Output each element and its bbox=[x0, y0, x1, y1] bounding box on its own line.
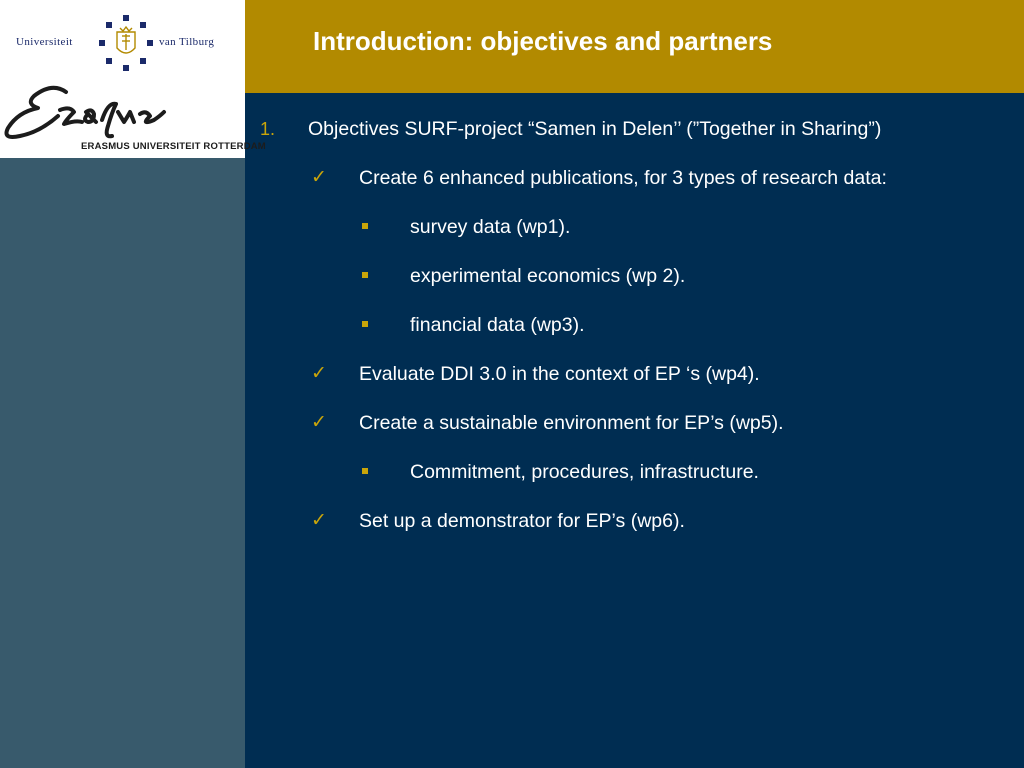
list-item-financial-data: financial data (wp3). bbox=[410, 314, 585, 336]
list-item-commitment: Commitment, procedures, infrastructure. bbox=[410, 461, 759, 483]
list-item-create-publications: Create 6 enhanced publications, for 3 types of research data: bbox=[359, 167, 887, 189]
list-item-demonstrator: Set up a demonstrator for EP’s (wp6). bbox=[359, 510, 685, 532]
checkmark-icon: ✓ bbox=[311, 167, 327, 188]
slide-content bbox=[245, 93, 1024, 768]
erasmus-signature-icon bbox=[0, 82, 245, 144]
list-item-survey-data: survey data (wp1). bbox=[410, 216, 571, 238]
checkmark-icon: ✓ bbox=[311, 363, 327, 384]
list-item-experimental-economics: experimental economics (wp 2). bbox=[410, 265, 686, 287]
square-bullet-icon bbox=[362, 223, 368, 229]
tilburg-crest-icon bbox=[98, 14, 154, 72]
numbered-bullet: 1. bbox=[260, 119, 276, 139]
tilburg-logo-word-right: van Tilburg bbox=[159, 36, 215, 48]
list-item-objectives: Objectives SURF-project “Samen in Delen’’ (”Together in Sharing”) bbox=[308, 118, 882, 140]
square-bullet-icon bbox=[362, 468, 368, 474]
slide-title: Introduction: objectives and partners bbox=[313, 26, 773, 56]
erasmus-logo-text: ERASMUS UNIVERSITEIT ROTTERDAM bbox=[81, 141, 266, 152]
list-item-evaluate-ddi: Evaluate DDI 3.0 in the context of EP ‘s (wp4). bbox=[359, 363, 760, 385]
tilburg-university-logo bbox=[14, 14, 240, 72]
square-bullet-icon bbox=[362, 321, 368, 327]
checkmark-icon: ✓ bbox=[311, 412, 327, 433]
square-bullet-icon bbox=[362, 272, 368, 278]
checkmark-icon: ✓ bbox=[311, 510, 327, 531]
list-item-sustainable-environment: Create a sustainable environment for EP’s (wp5). bbox=[359, 412, 784, 434]
logo-area bbox=[0, 0, 266, 158]
tilburg-logo-word-left: Universiteit bbox=[16, 36, 73, 48]
title-bar bbox=[245, 0, 1024, 93]
erasmus-university-logo bbox=[0, 82, 266, 158]
